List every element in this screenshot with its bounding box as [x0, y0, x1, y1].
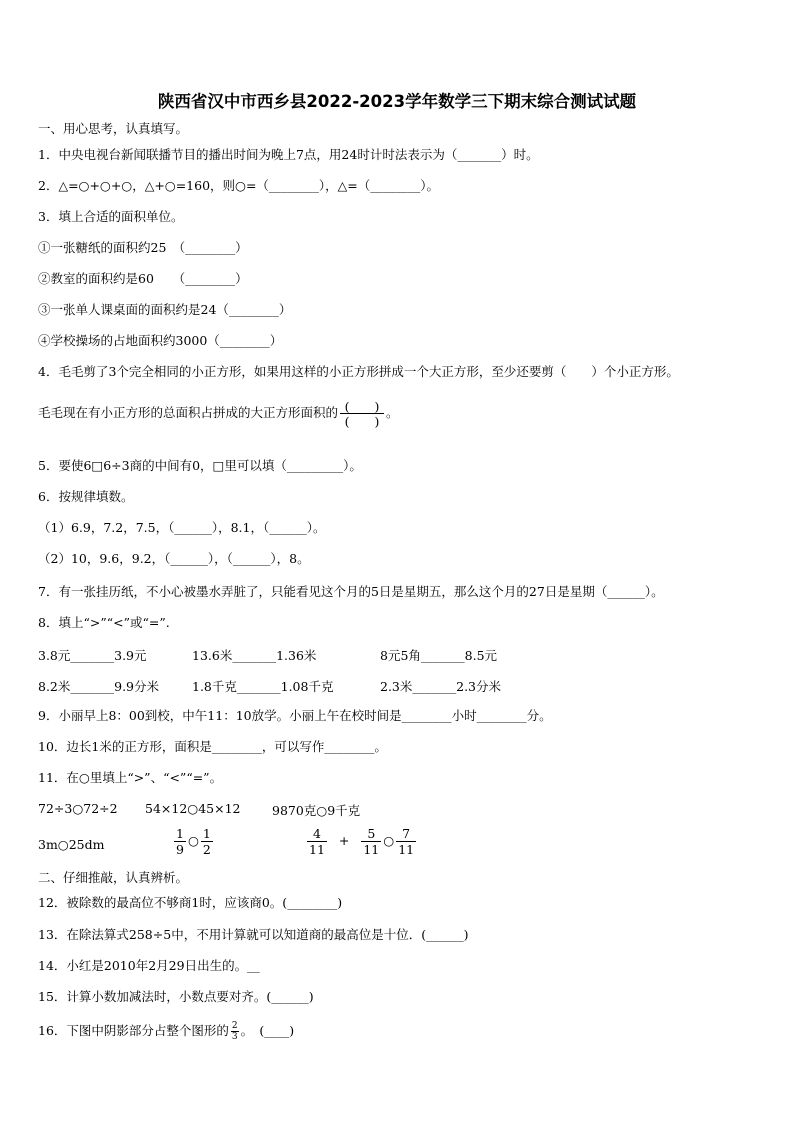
- plus-sign: +: [338, 833, 350, 848]
- question-6: 6．按规律填数。: [38, 489, 134, 504]
- fraction-numerator: 4: [307, 826, 327, 842]
- q8-compare-1: 3.8元_______3.9元: [38, 648, 147, 663]
- compare-circle: ○: [187, 833, 199, 848]
- question-3-item-2: ②教室的面积约是60 （________）: [38, 271, 248, 286]
- question-10: 10．边长1米的正方形，面积是________，可以写作________。: [38, 739, 387, 754]
- question-4-part-b: [38, 398, 399, 428]
- compare-circle: ○: [383, 833, 395, 848]
- fraction-denominator: 9: [176, 842, 184, 857]
- section-1-heading: 一、用心思考，认真填写。: [38, 121, 189, 136]
- q11-compare-1: 72÷3○72÷2: [38, 801, 118, 816]
- q8-compare-3: 8元5角_______8.5元: [380, 648, 498, 663]
- fraction-denominator: 11: [363, 842, 380, 857]
- question-9: 9．小丽早上8：00到校，中午11：10放学。小丽上午在校时间是________小时________分。: [38, 708, 552, 723]
- q11-compare-2: 54×12○45×12: [145, 801, 241, 816]
- question-16-end: 。 (____): [240, 1023, 295, 1038]
- fraction-denominator: 11: [398, 842, 415, 857]
- fraction-numerator: 5: [361, 826, 381, 842]
- question-11: 11．在○里填上“>”、“<”“=”。: [38, 770, 223, 785]
- q8-compare-2: 13.6米_______1.36米: [192, 648, 317, 663]
- fraction-numerator: 1: [202, 826, 211, 841]
- question-13: 13．在除法算式258÷5中，不用计算就可以知道商的最高位是十位．(______): [38, 927, 469, 942]
- question-8: 8．填上“>”“<”或“=”.: [38, 615, 170, 630]
- question-4-end: 。: [386, 405, 399, 420]
- page-title: 陕西省汉中市西乡县2022-2023学年数学三下期末综合测试试题: [157, 92, 637, 111]
- question-3-item-4: ④学校操场的占地面积约3000（________）: [38, 333, 283, 348]
- section-2-heading: 二、仔细推敲，认真辨析。: [38, 870, 189, 885]
- fraction-seven-elevenths: [396, 826, 416, 857]
- q11-compare-4: 3m○25dm: [38, 837, 105, 852]
- question-1: 1．中央电视台新闻联播节目的播出时间为晚上7点，用24时计时法表示为（_______）时。: [38, 147, 539, 162]
- question-3-item-1: ①一张糖纸的面积约25 （________）: [38, 240, 248, 255]
- q11-compare-3: 9870克○9千克: [272, 803, 361, 818]
- q8-compare-4: 8.2米_______9.9分米: [38, 679, 160, 694]
- fraction-two-thirds: [231, 1021, 239, 1042]
- question-6-item-1: （1）6.9，7.2，7.5，（______），8.1，（______）。: [38, 520, 326, 535]
- fraction-numerator: ( ): [340, 399, 384, 414]
- fraction-numerator: 7: [396, 826, 416, 842]
- question-4-blank-fraction: [340, 399, 384, 428]
- fraction-one-ninth: [174, 826, 186, 857]
- question-16: [38, 1018, 294, 1044]
- fraction-denominator: ( ): [344, 414, 380, 429]
- q8-compare-6: 2.3米_______2.3分米: [380, 679, 502, 694]
- fraction-numerator: 1: [176, 826, 184, 841]
- question-7: 7．有一张挂历纸，不小心被墨水弄脏了，只能看见这个月的5日是星期五，那么这个月的27日是星期（______）。: [38, 584, 664, 599]
- q8-compare-5: 1.8千克_______1.08千克: [192, 679, 334, 694]
- fraction-numerator: 2: [231, 1021, 238, 1031]
- fraction-denominator: 2: [202, 842, 211, 857]
- question-2: 2．△=○+○+○，△+○=160，则○=（________），△=（________）。: [38, 178, 440, 193]
- question-6-item-2: （2）10，9.6，9.2，（______），（______），8。: [38, 551, 310, 566]
- question-4-part-a: 4．毛毛剪了3个完全相同的小正方形，如果用这样的小正方形拼成一个大正方形，至少还要剪（ ）个小正方形。: [38, 364, 679, 379]
- fraction-denominator: 11: [309, 842, 325, 857]
- q11-fraction-compare: [172, 826, 215, 857]
- question-12: 12．被除数的最高位不够商1时，应该商0。(________): [38, 895, 343, 910]
- question-3-item-3: ③一张单人课桌面的面积约是24（________）: [38, 302, 292, 317]
- question-14: 14．小红是2010年2月29日出生的。__: [38, 958, 260, 973]
- q11-fraction-sum-compare: [305, 826, 418, 857]
- fraction-five-elevenths: [361, 826, 381, 857]
- question-5: 5．要使6□6÷3商的中间有0，□里可以填（_________）。: [38, 458, 362, 473]
- fraction-one-half: [201, 826, 213, 857]
- question-4-text: 毛毛现在有小正方形的总面积占拼成的大正方形面积的: [38, 405, 339, 420]
- question-3: 3．填上合适的面积单位。: [38, 209, 184, 224]
- question-16-text: 16．下图中阴影部分占整个图形的: [38, 1023, 229, 1038]
- fraction-four-elevenths: [307, 826, 327, 857]
- fraction-denominator: 3: [231, 1032, 238, 1042]
- question-15: 15．计算小数加减法时，小数点要对齐。(______): [38, 989, 314, 1004]
